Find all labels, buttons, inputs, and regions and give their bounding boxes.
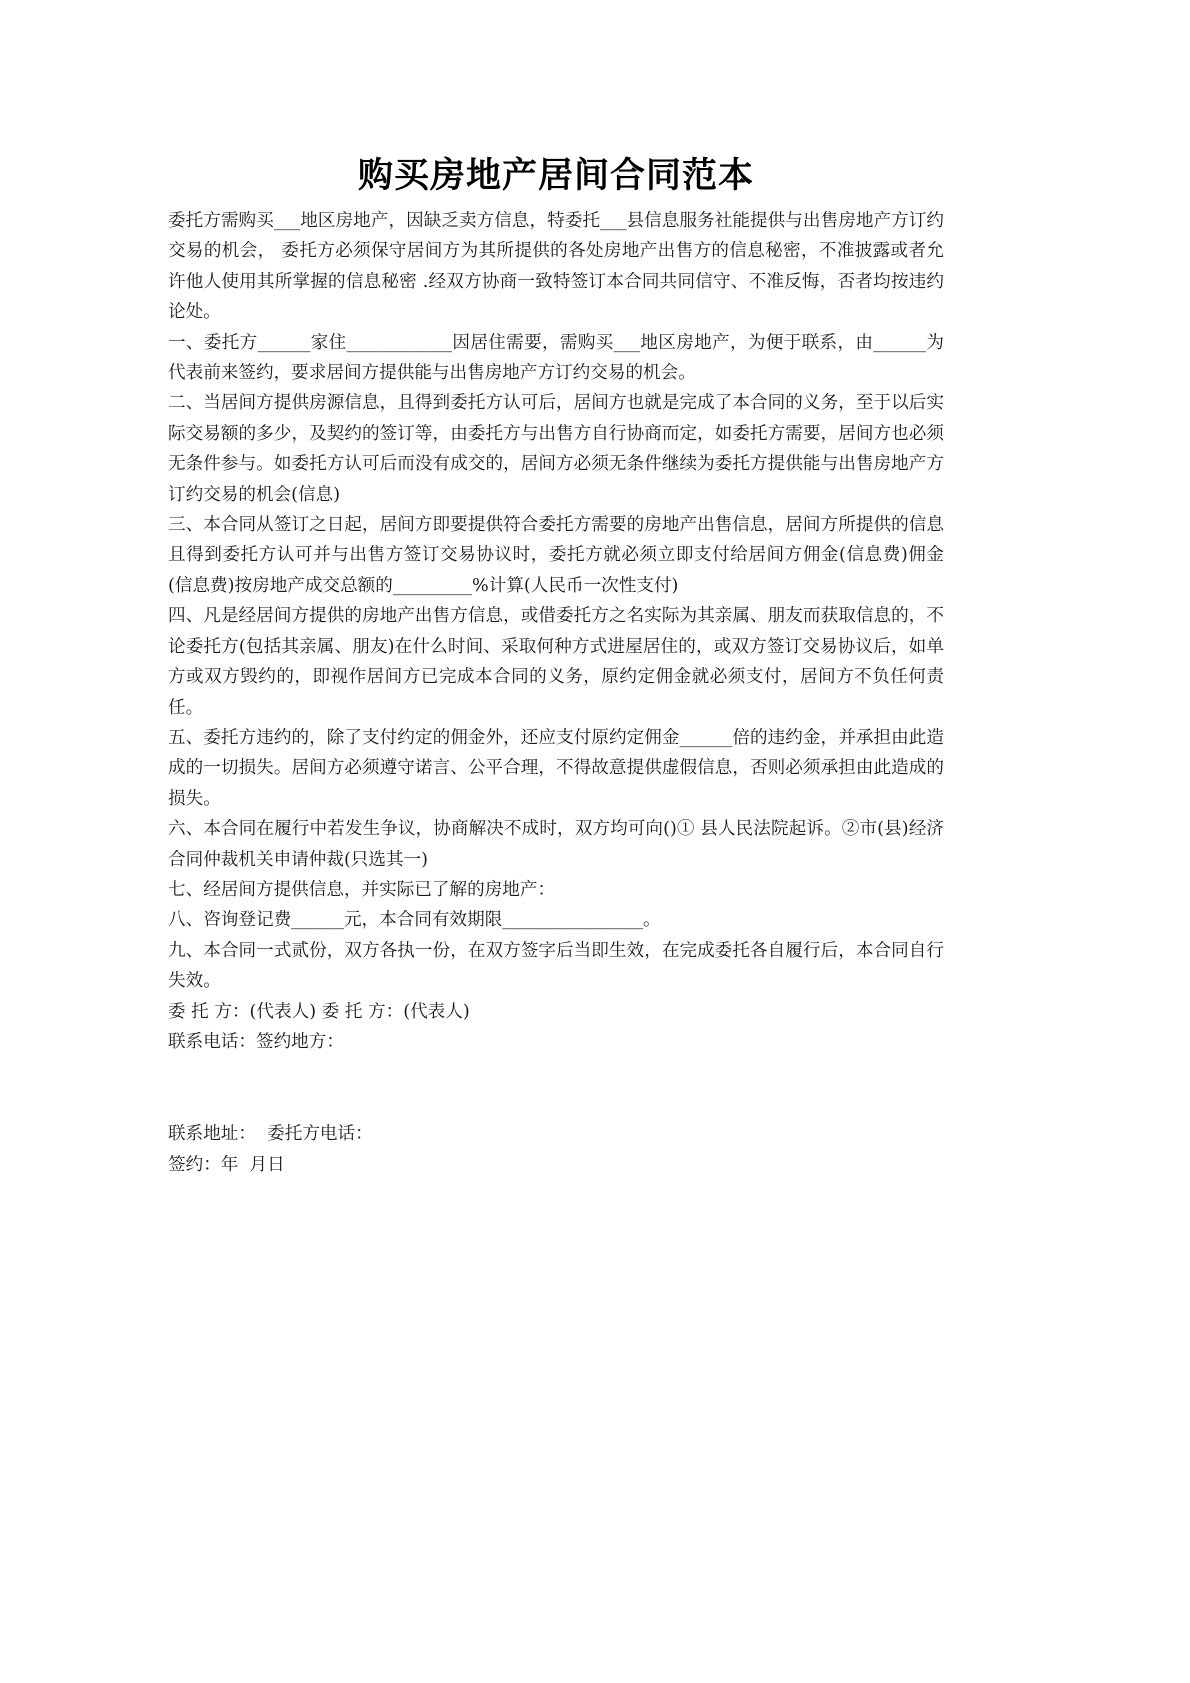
signature-spacer [168,1057,944,1119]
signature-address-phone: 联系地址： 委托方电话： [168,1124,373,1145]
clause-6: 六、本合同在履行中若发生争议，协商解决不成时，双方均可向()① 县人民法院起诉。②市(县)经济合同仲裁机关申请仲裁(只选其一) [168,819,944,870]
signature-date: 签约：年 月日 [168,1154,285,1175]
clause-2: 二、当居间方提供房源信息，且得到委托方认可后，居间方也就是完成了本合同的义务，至于以后实际交易额的多少，及契约的签订等，由委托方与出售方自行协商而定，如委托方需要，居间方也必须无条件参与。如委托方认可后而没有成交的，居间方必须无条件继续为委托方提供能与出售房地产方订约交易的机会(信息) [168,393,944,505]
clause-9: 九、本合同一式贰份，双方各执一份，在双方签字后当即生效，在完成委托各自履行后，本合同自行失效。 [168,940,944,992]
clause-4: 四、凡是经居间方提供的房地产出售方信息，或借委托方之名实际为其亲属、朋友而获取信息的，不论委托方(包括其亲属、朋友)在什么时间、采取何种方式进屋居住的，或双方签订交易协议后，如单方或双方毁约的，即视作居间方已完成本合同的义务，原约定佣金就必须支付，居间方不负任何责任。 [168,606,944,718]
intro-paragraph: 委托方需购买___地区房地产，因缺乏卖方信息，特委托___县信息服务社能提供与出售房地产方订约交易的机会， 委托方必须保守居间方为其所提供的各处房地产出售方的信息秘密，不准披露或者允许他人使用其所掌握的信息秘密 .经双方协商一致特签订本合同共同信守、不准反悔，否者均按违约论处。 [168,211,944,323]
signature-phone-place: 联系电话：签约地方： [168,1031,344,1052]
clause-5: 五、委托方违约的，除了支付约定的佣金外，还应支付原约定佣金______倍的违约金，并承担由此造成的一切损失。居间方必须遵守诺言、公平合理，不得故意提供虚假信息，否则必须承担由此造成的损失。 [168,727,944,809]
clause-8: 八、咨询登记费______元，本合同有效期限________________。 [168,910,661,931]
clause-1: 一、委托方______家住____________因居住需要，需购买___地区房地产，为便于联系，由______为代表前来签约，要求居间方提供能与出售房地产方订约交易的机会。 [168,332,944,384]
signature-block [168,997,944,1181]
clause-7: 七、经居间方提供信息，并实际已了解的房地产： [168,879,556,900]
document-title: 购买房地产居间合同范本 [357,156,754,196]
signature-parties: 委 托 方：(代表人) 委 托 方：(代表人) [168,1001,470,1022]
contract-page [168,150,944,1180]
clause-3: 三、本合同从签订之日起，居间方即要提供符合委托方需要的房地产出售信息，居间方所提供的信息且得到委托方认可并与出售方签订交易协议时，委托方就必须立即支付给居间方佣金(信息费)佣金(信息费)按房地产成交总额的_________%计算(人民币一次性支付) [168,515,944,596]
